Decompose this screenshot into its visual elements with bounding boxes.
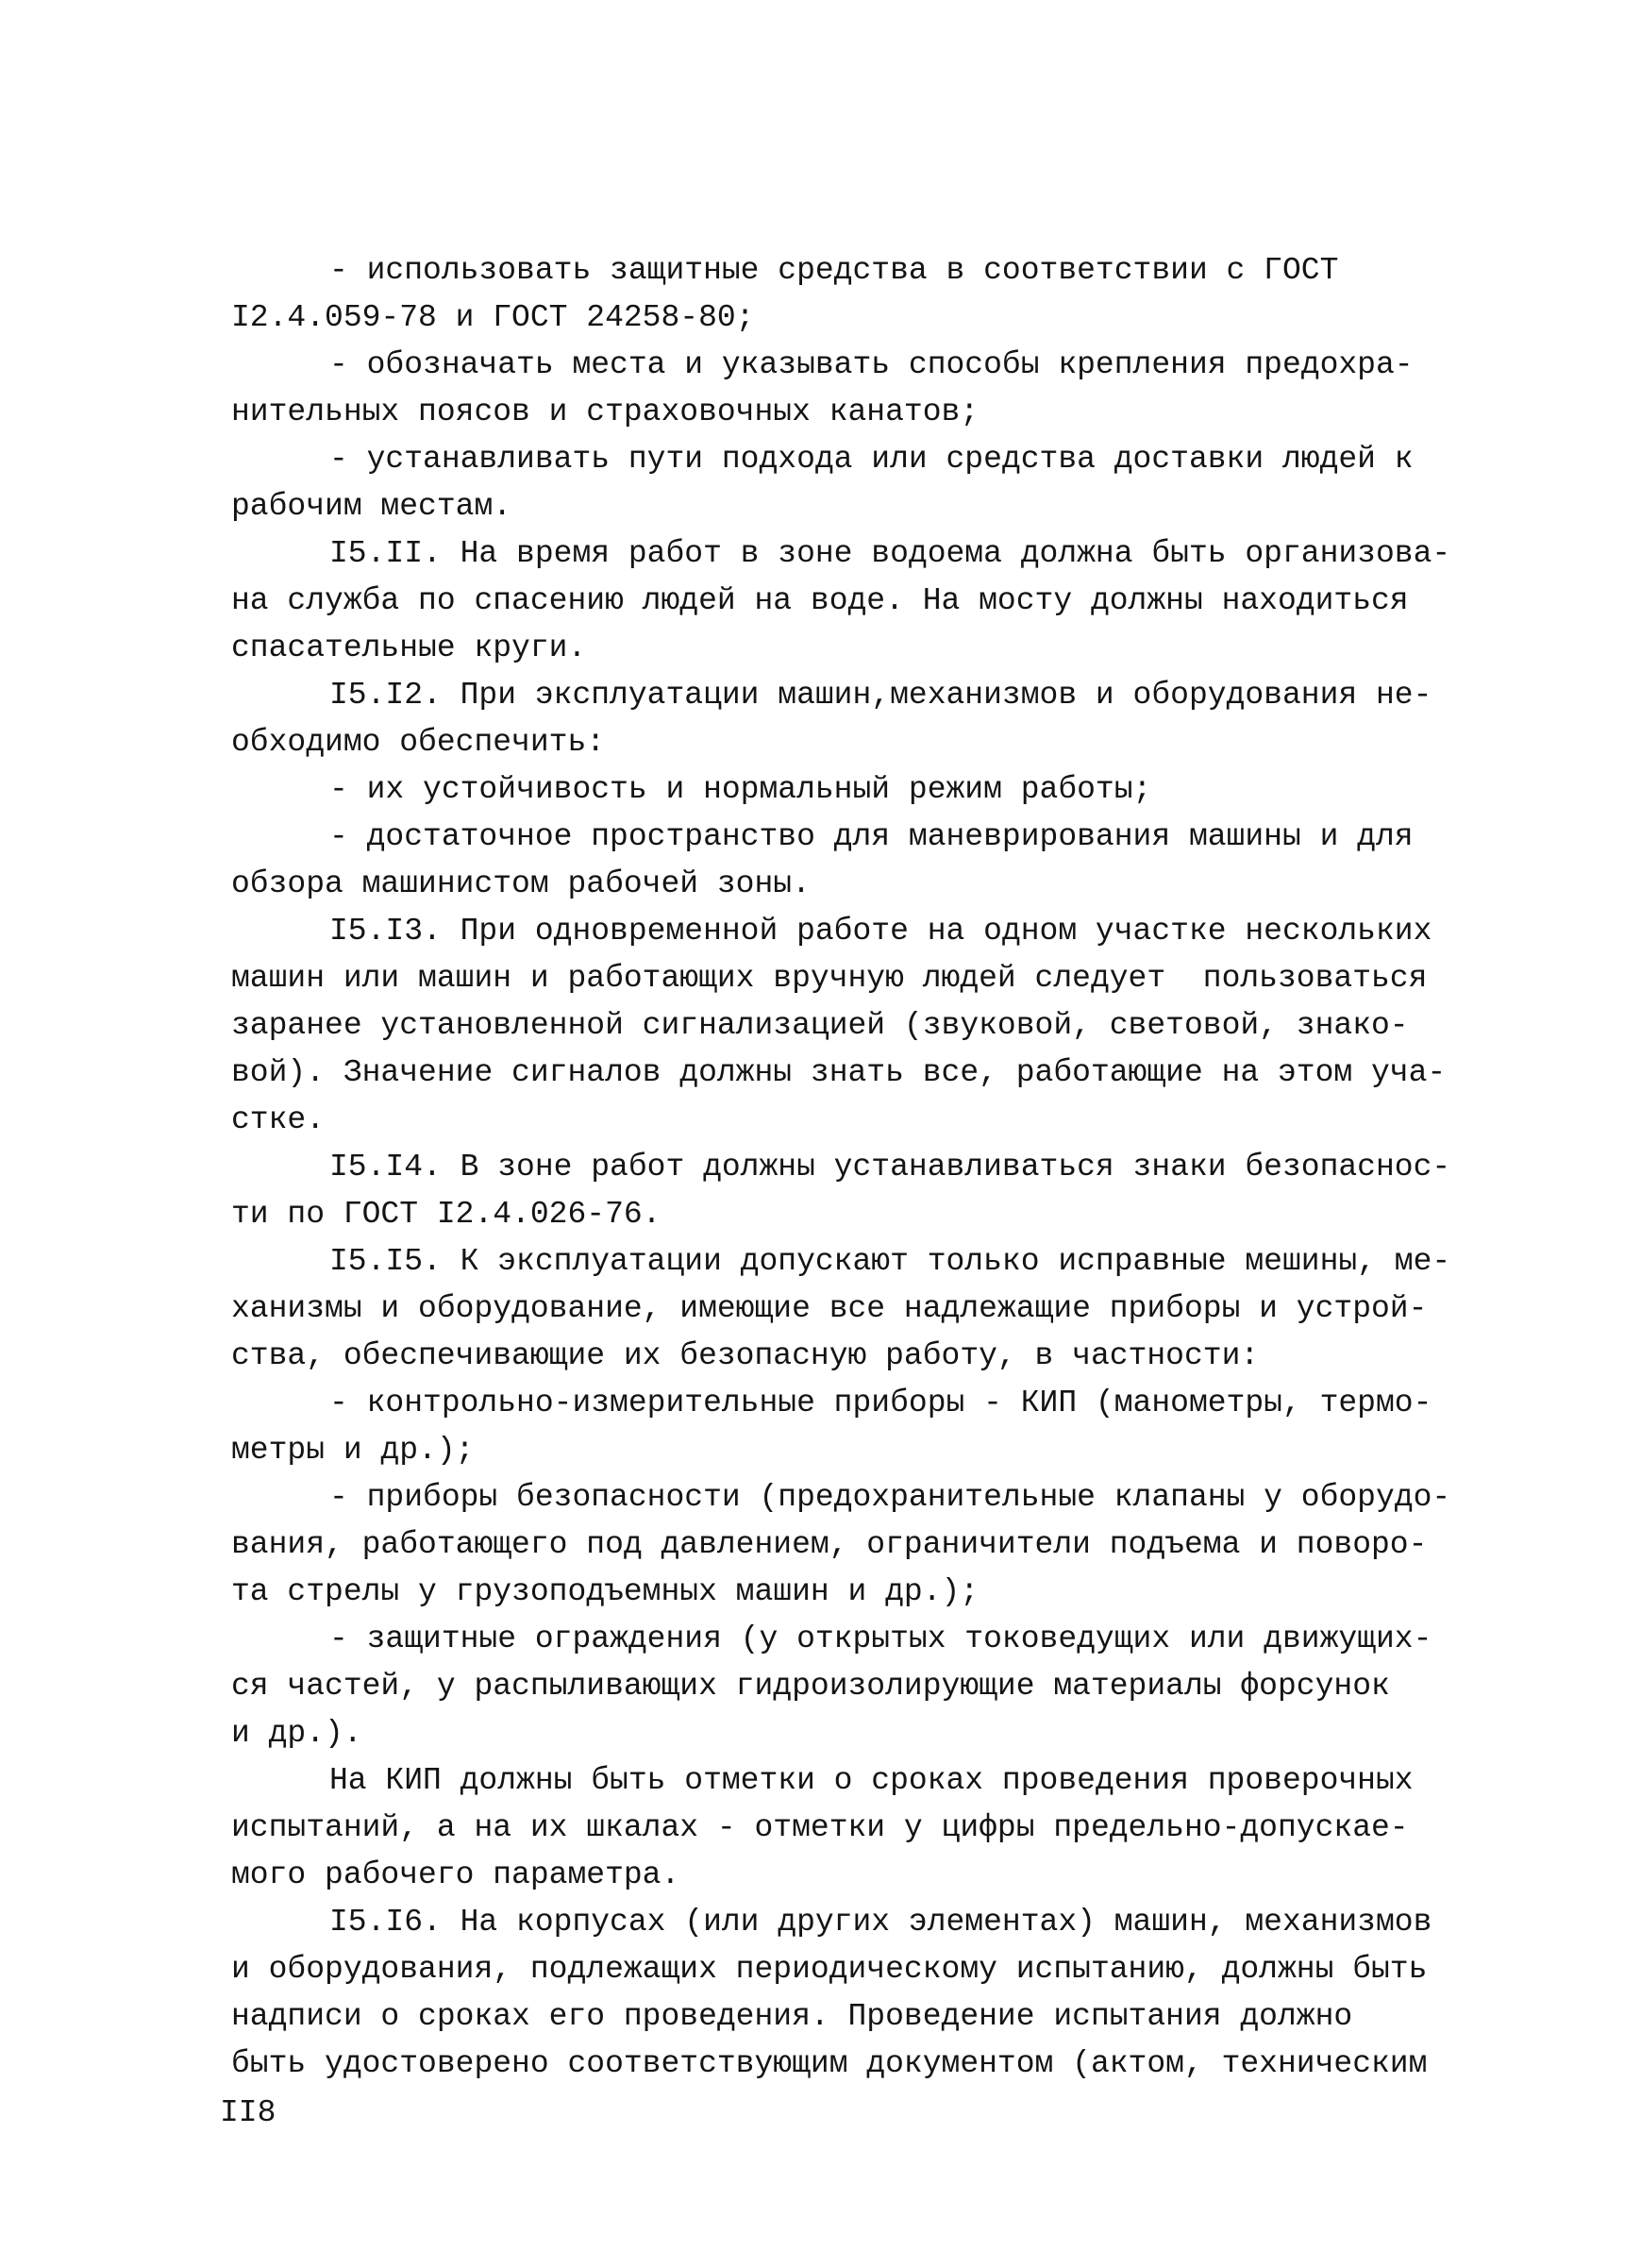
text-line: рабочим местам.	[231, 489, 512, 524]
text-line: и др.).	[231, 1716, 362, 1751]
text-line: - их устойчивость и нормальный режим работы;	[329, 772, 1152, 807]
page-number: II8	[220, 2095, 276, 2130]
text-line: машин или машин и работающих вручную людей следует пользоваться	[231, 961, 1428, 996]
text-line: нительных поясов и страховочных канатов;	[231, 395, 980, 429]
text-line: I5.I2. При эксплуатации машин,механизмов и оборудования не-	[329, 678, 1432, 713]
text-line: I5.I6. На корпусах (или других элементах) машин, механизмов	[329, 1905, 1432, 1940]
text-line: спасательные круги.	[231, 630, 587, 665]
text-line: заранее установленной сигнализацией (звуковой, световой, знако-	[231, 1008, 1409, 1043]
text-line: ханизмы и оборудование, имеющие все надлежащие приборы и устрой-	[231, 1291, 1428, 1326]
text-line: вания, работающего под давлением, ограничители подъема и поворо-	[231, 1527, 1428, 1562]
text-line: обзора машинистом рабочей зоны.	[231, 866, 811, 901]
text-line: - использовать защитные средства в соответствии с ГОСТ	[329, 253, 1339, 288]
text-line: ти по ГОСТ I2.4.026-76.	[231, 1197, 661, 1232]
text-line: и оборудования, подлежащих периодическому испытанию, должны быть	[231, 1952, 1428, 1987]
text-line: вой). Значение сигналов должны знать все, работающие на этом уча-	[231, 1055, 1447, 1090]
text-line: мого рабочего параметра.	[231, 1857, 680, 1892]
text-line: - приборы безопасности (предохранительные клапаны у оборудо-	[329, 1480, 1451, 1515]
body-text	[231, 247, 1496, 2088]
text-line: I5.I3. При одновременной работе на одном участке нескольких	[329, 914, 1432, 949]
text-line: стке.	[231, 1102, 326, 1137]
text-line: на служба по спасению людей на воде. На мосту должны находиться	[231, 583, 1409, 618]
text-line: быть удостоверено соответствующим документом (актом, техническим	[231, 2046, 1428, 2081]
text-line: На КИП должны быть отметки о сроках проведения проверочных	[329, 1763, 1414, 1798]
text-line: та стрелы у грузоподъемных машин и др.);	[231, 1574, 980, 1609]
text-line: I5.I5. К эксплуатации допускают только исправные мешины, ме-	[329, 1244, 1451, 1279]
text-line: испытаний, а на их шкалах - отметки у цифры предельно-допускае-	[231, 1810, 1409, 1845]
text-line: I2.4.059-78 и ГОСТ 24258-80;	[231, 300, 755, 335]
text-line: - защитные ограждения (у открытых токоведущих или движущих-	[329, 1621, 1432, 1656]
text-line: - достаточное пространство для маневрирования машины и для	[329, 819, 1414, 854]
text-line: - устанавливать пути подхода или средства доставки людей к	[329, 442, 1414, 477]
text-line: надписи о сроках его проведения. Проведение испытания должно	[231, 1999, 1353, 2034]
text-line: обходимо обеспечить:	[231, 725, 606, 760]
text-line: метры и др.);	[231, 1433, 475, 1468]
text-line: ся частей, у распыливающих гидроизолирующие материалы форсунок	[231, 1669, 1390, 1704]
text-line: - обозначать места и указывать способы крепления предохра-	[329, 347, 1414, 382]
text-line: ства, обеспечивающие их безопасную работу, в частности:	[231, 1338, 1260, 1373]
text-line: I5.I4. В зоне работ должны устанавливаться знаки безопаснос-	[329, 1150, 1451, 1184]
text-line: - контрольно-измерительные приборы - КИП (манометры, термо-	[329, 1386, 1432, 1420]
text-line: I5.II. На время работ в зоне водоема должна быть организова-	[329, 536, 1451, 571]
